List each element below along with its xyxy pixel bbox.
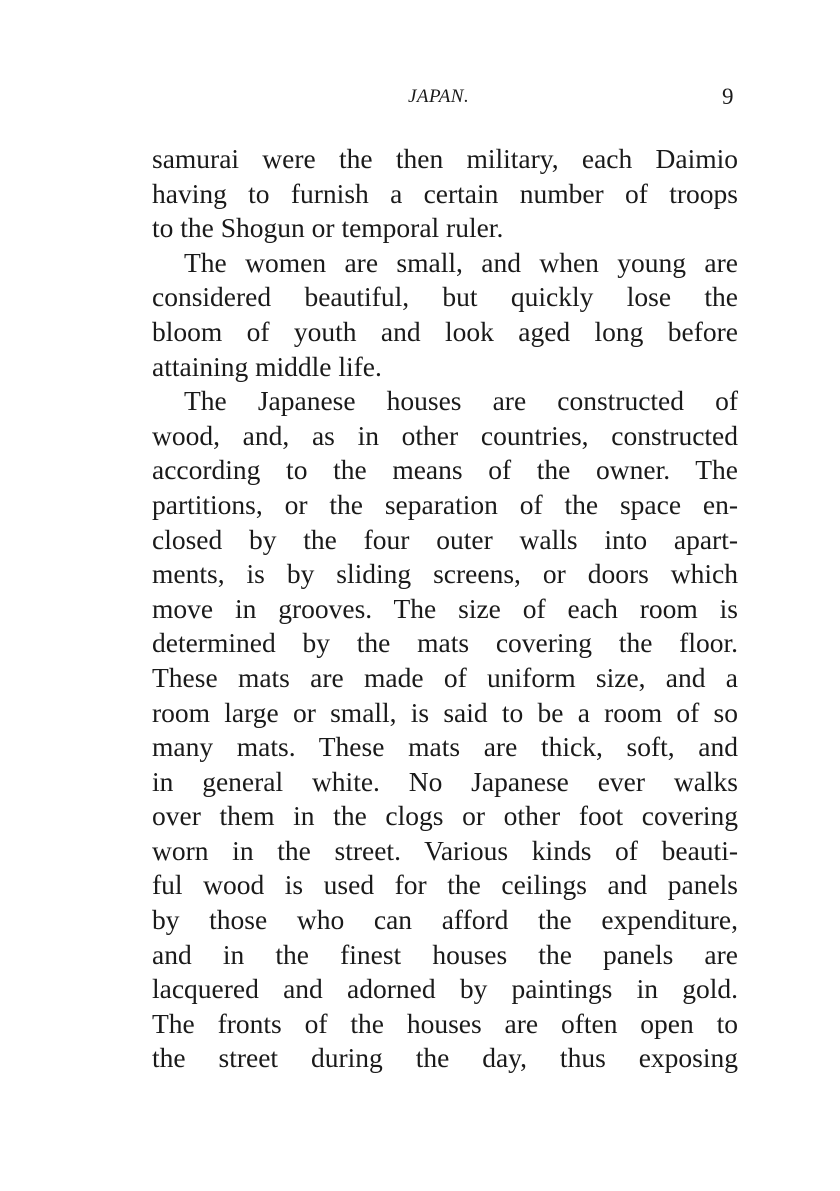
text-line: partitions, or the separation of the space en- xyxy=(152,488,738,520)
running-head xyxy=(0,82,840,112)
text-line: wood, and, as in other countries, constructed xyxy=(152,419,738,451)
text-line: according to the means of the owner. The xyxy=(152,454,738,486)
body-text xyxy=(152,142,738,1076)
text-line: and in the finest houses the panels are xyxy=(152,938,738,970)
text-line: ments, is by sliding screens, or doors which xyxy=(152,558,738,590)
text-line: to the Shogun or temporal ruler. xyxy=(152,212,504,244)
text-line: The women are small, and when young are xyxy=(184,246,738,278)
running-head-title: JAPAN. xyxy=(408,86,470,107)
text-line: These mats are made of uniform size, and a xyxy=(152,661,738,693)
text-line: having to furnish a certain number of troops xyxy=(152,177,738,209)
text-line: attaining middle life. xyxy=(152,350,382,382)
text-line: lacquered and adorned by paintings in gold. xyxy=(152,973,738,1005)
text-line: closed by the four outer walls into apart- xyxy=(152,523,738,555)
text-line: considered beautiful, but quickly lose the xyxy=(152,281,738,313)
text-line: in general white. No Japanese ever walks xyxy=(152,765,738,797)
text-line: samurai were the then military, each Daimio xyxy=(152,143,738,174)
page-number: 9 xyxy=(722,84,734,109)
text-line: The Japanese houses are constructed of xyxy=(184,385,738,417)
text-line: move in grooves. The size of each room is xyxy=(152,592,738,624)
text-line: many mats. These mats are thick, soft, and xyxy=(152,731,738,763)
text-line: ful wood is used for the ceilings and panels xyxy=(152,869,738,901)
text-line: determined by the mats covering the floor. xyxy=(152,627,738,659)
text-line: over them in the clogs or other foot covering xyxy=(152,800,738,832)
text-line: the street during the day, thus exposing xyxy=(152,1042,738,1074)
text-line: bloom of youth and look aged long before xyxy=(152,315,738,347)
text-line: worn in the street. Various kinds of beauti- xyxy=(152,834,738,866)
text-line: by those who can afford the expenditure, xyxy=(152,904,738,936)
text-line: room large or small, is said to be a room of so xyxy=(152,696,738,728)
text-line: The fronts of the houses are often open to xyxy=(152,1007,738,1039)
